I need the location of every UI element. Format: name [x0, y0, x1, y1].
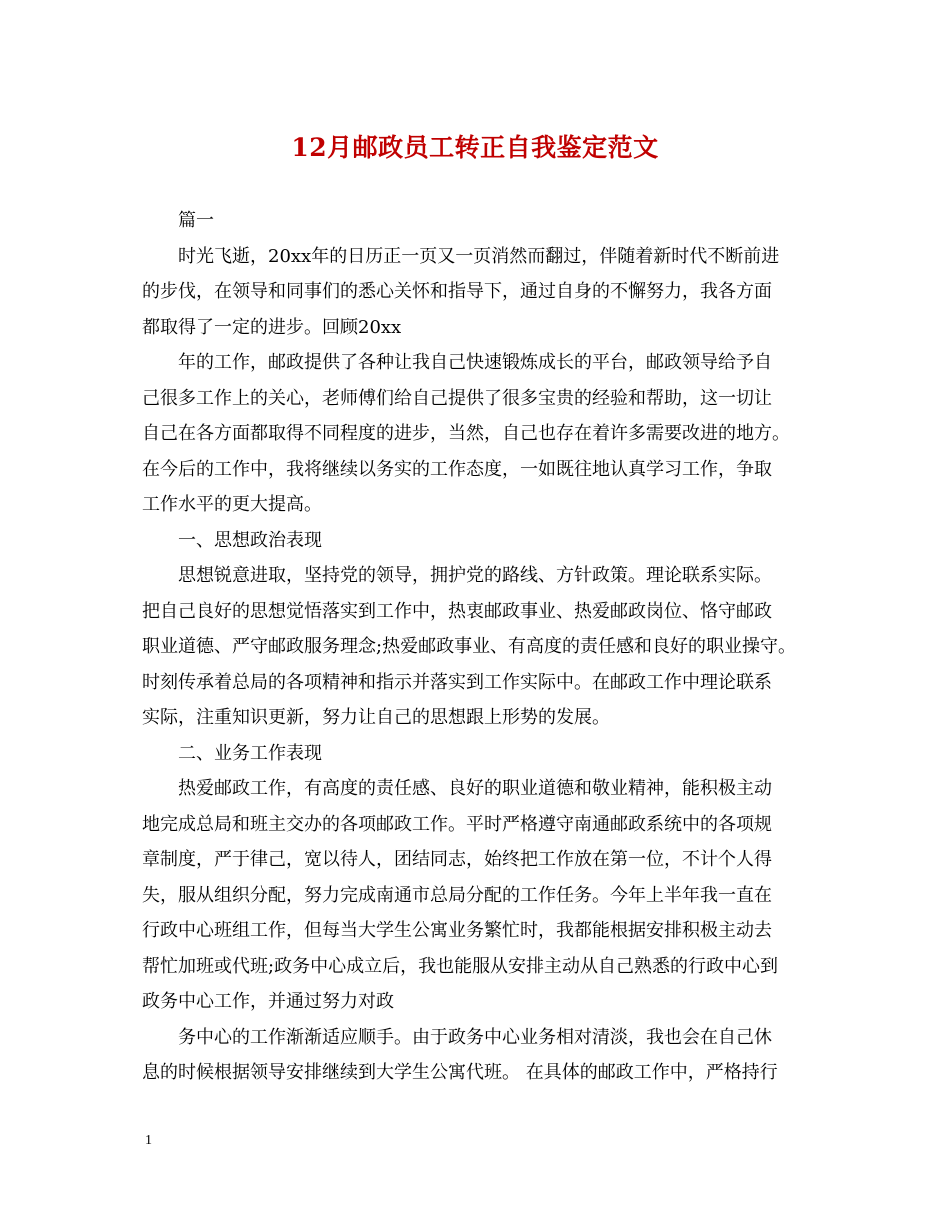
- paragraph-line: 己很多工作上的关心，老师傅们给自己提供了很多宝贵的经验和帮助，这一切让: [142, 387, 772, 409]
- paragraph-line: 热爱邮政工作，有高度的责任感、良好的职业道德和敬业精神，能积极主动: [178, 778, 772, 799]
- paragraph-line: 工作水平的更大提高。: [142, 494, 322, 515]
- paragraph-line: 帮忙加班或代班;政务中心成立后，我也能服从安排主动从自己熟悉的行政中心到: [142, 955, 779, 977]
- document-title: 12月邮政员工转正自我鉴定范文: [291, 133, 659, 162]
- paragraph-line: 都取得了一定的进步。回顾20xx: [142, 316, 402, 338]
- paragraph-line: 政务中心工作，并通过努力对政: [142, 991, 394, 1012]
- paragraph-line: 时刻传承着总局的各项精神和指示并落实到工作实际中。在邮政工作中理论联系: [142, 671, 772, 693]
- paragraph-line: 自己在各方面都取得不同程度的进步，当然，自己也存在着许多需要改进的地方。: [142, 423, 790, 444]
- paragraph-line: 时光飞逝，20xx年的日历正一页又一页消然而翻过，伴随着新时代不断前进: [178, 245, 780, 267]
- paragraph-line: 年的工作，邮政提供了各种让我自己快速锻炼成长的平台，邮政领导给予自: [178, 352, 772, 373]
- paragraph-line: 务中心的工作渐渐适应顺手。由于政务中心业务相对清淡，我也会在自己休: [178, 1026, 772, 1048]
- section-heading: 一、思想政治表现: [178, 529, 322, 551]
- paragraph-line: 在今后的工作中，我将继续以务实的工作态度，一如既往地认真学习工作，争取: [142, 458, 772, 480]
- paragraph-line: 的步伐，在领导和同事们的悉心关怀和指导下，通过自身的不懈努力，我各方面: [142, 281, 772, 302]
- paragraph-line: 章制度，严于律己，宽以待人，团结同志，始终把工作放在第一位，不计个人得: [142, 849, 772, 870]
- paragraph-line: 实际，注重知识更新，努力让自己的思想跟上形势的发展。: [142, 707, 610, 728]
- paragraph-line: 思想锐意进取，坚持党的领导，拥护党的路线、方针政策。理论联系实际。: [178, 565, 772, 586]
- paragraph-line: 失，服从组织分配，努力完成南通市总局分配的工作任务。今年上半年我一直在: [142, 884, 772, 906]
- paragraph-line: 把自己良好的思想觉悟落实到工作中，热衷邮政事业、热爱邮政岗位、恪守邮政: [142, 600, 772, 622]
- page-number: 1: [145, 1133, 152, 1148]
- paragraph-line: 职业道德、严守邮政服务理念;热爱邮政事业、有高度的责任感和良好的职业操守。: [142, 636, 797, 657]
- section-label: 篇一: [178, 210, 214, 231]
- section-heading: 二、业务工作表现: [178, 742, 322, 764]
- paragraph-line: 行政中心班组工作，但每当大学生公寓业务繁忙时，我都能根据安排积极主动去: [142, 920, 772, 941]
- paragraph-line: 地完成总局和班主交办的各项邮政工作。平时严格遵守南通邮政系统中的各项规: [142, 813, 772, 835]
- paragraph-line: 息的时候根据领导安排继续到大学生公寓代班。 在具体的邮政工作中，严格持行: [142, 1062, 778, 1083]
- document-body: [142, 203, 812, 1091]
